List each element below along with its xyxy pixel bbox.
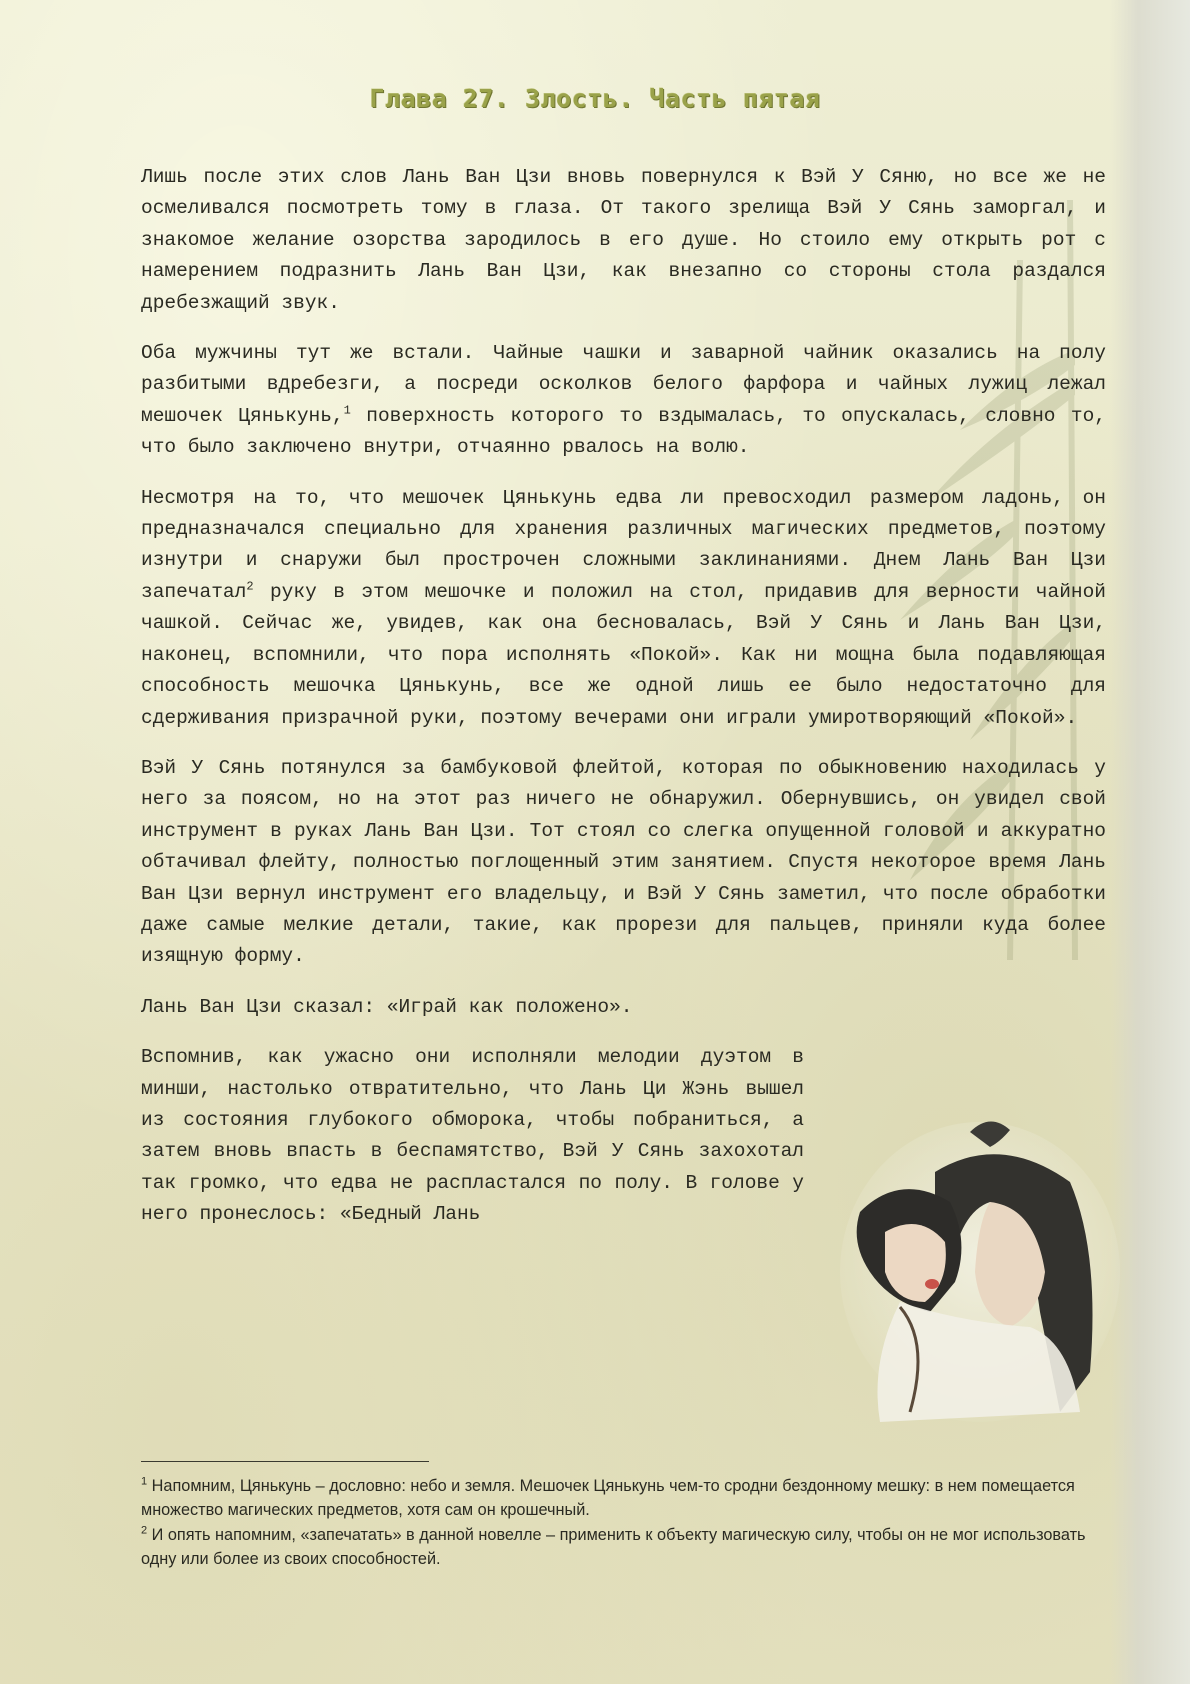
footnote-2-text: И опять напомним, «запечатать» в данной новелле – применить к объекту магическую силу, чтобы он не мог использовать одну или более из своих способностей. [141, 1526, 1086, 1568]
footnotes [141, 1474, 1106, 1572]
paragraph-3-part-2: руку в этом мешочке и положил на стол, придавив для верности чайной чашкой. Сейчас же, увидев, как она бесновалась, Вэй У Сянь и Лань Ван Цзи, наконец, вспомнили, что пора исполнять «Покой». Как ни мощна была подавляющая способность мешочка Цянькунь, все же одной лишь ее было недостаточно для сдерживания призрачной руки, поэтому вечерами они играли умиротворяющий «Покой». [141, 580, 1106, 729]
footnote-separator [141, 1461, 429, 1462]
chapter-body [141, 162, 1106, 1231]
chapter-title: Глава 27. Злость. Часть пятая [369, 84, 821, 113]
paragraph-3-part-1: Несмотря на то, что мешочек Цянькунь едва ли превосходил размером ладонь, он предназначался специально для хранения различных магических предметов, поэтому изнутри и снаружи был прострочен сложными заклинаниями. Днем Лань Ван Цзи запечатал [141, 486, 1106, 603]
paragraph-2-part-1: Оба мужчины тут же встали. Чайные чашки и заварной чайник оказались на полу разбитыми вдребезги, а посреди осколков белого фарфора и чайных лужиц лежал мешочек Цянькунь, [141, 342, 1106, 427]
two-characters-illustration-icon [840, 1112, 1120, 1422]
paragraph-4: Вэй У Сянь потянулся за бамбуковой флейтой, которая по обыкновению находилась у него за поясом, но на этот раз ничего не обнаружил. Обернувшись, он увидел свой инструмент в руках Лань Ван Цзи. Тот стоял со слегка опущенной головой и аккуратно обтачивал флейту, полностью поглощенный этим занятием. Спустя некоторое время Лань Ван Цзи вернул инструмент его владельцу, и Вэй У Сянь заметил, что после обработки даже самые мелкие детали, такие, как прорези для пальцев, приняли куда более изящную форму. [141, 756, 1106, 968]
footnote-2 [141, 1523, 1106, 1571]
paragraph-5: Лань Ван Цзи сказал: «Играй как положено». [141, 995, 633, 1018]
paragraph-3 [141, 483, 1106, 734]
paragraph-1: Лишь после этих слов Лань Ван Цзи вновь повернулся к Вэй У Сяню, но все же не осмеливался посмотреть тому в глаза. От такого зрелища Вэй У Сянь заморгал, и знакомое желание озорства зародилось в его душе. Но стоило ему открыть рот с намерением подразнить Лань Ван Цзи, как внезапно со стороны стола раздался дребезжащий звук. [141, 166, 1106, 314]
footnote-1 [141, 1474, 1106, 1522]
footnote-ref-1[interactable]: 1 [343, 403, 351, 418]
footnote-ref-2[interactable]: 2 [246, 579, 254, 594]
footnote-2-number: 2 [141, 1524, 148, 1537]
footnote-1-number: 1 [141, 1475, 148, 1488]
footnote-1-text: Напомним, Цянькунь – дословно: небо и земля. Мешочек Цянькунь чем-то сродни бездонному мешку: в нем помещается множество магических предметов, хотя сам он крошечный. [141, 1477, 1075, 1519]
paragraph-2-part-2: поверхность которого то вздымалась, то опускалась, словно то, что было заключено внутри, отчаянно рвалось на волю. [141, 404, 1106, 459]
paragraph-2 [141, 338, 1106, 464]
paragraph-6: Вспомнив, как ужасно они исполняли мелодии дуэтом в минши, настолько отвратительно, что Лань Ци Жэнь вышел из состояния глубокого обморока, чтобы побраниться, а затем вновь впасть в беспамятство, Вэй У Сянь захохотал так громко, что едва не распластался по полу. В голове у него пронеслось: «Бедный Лань [141, 1046, 804, 1226]
